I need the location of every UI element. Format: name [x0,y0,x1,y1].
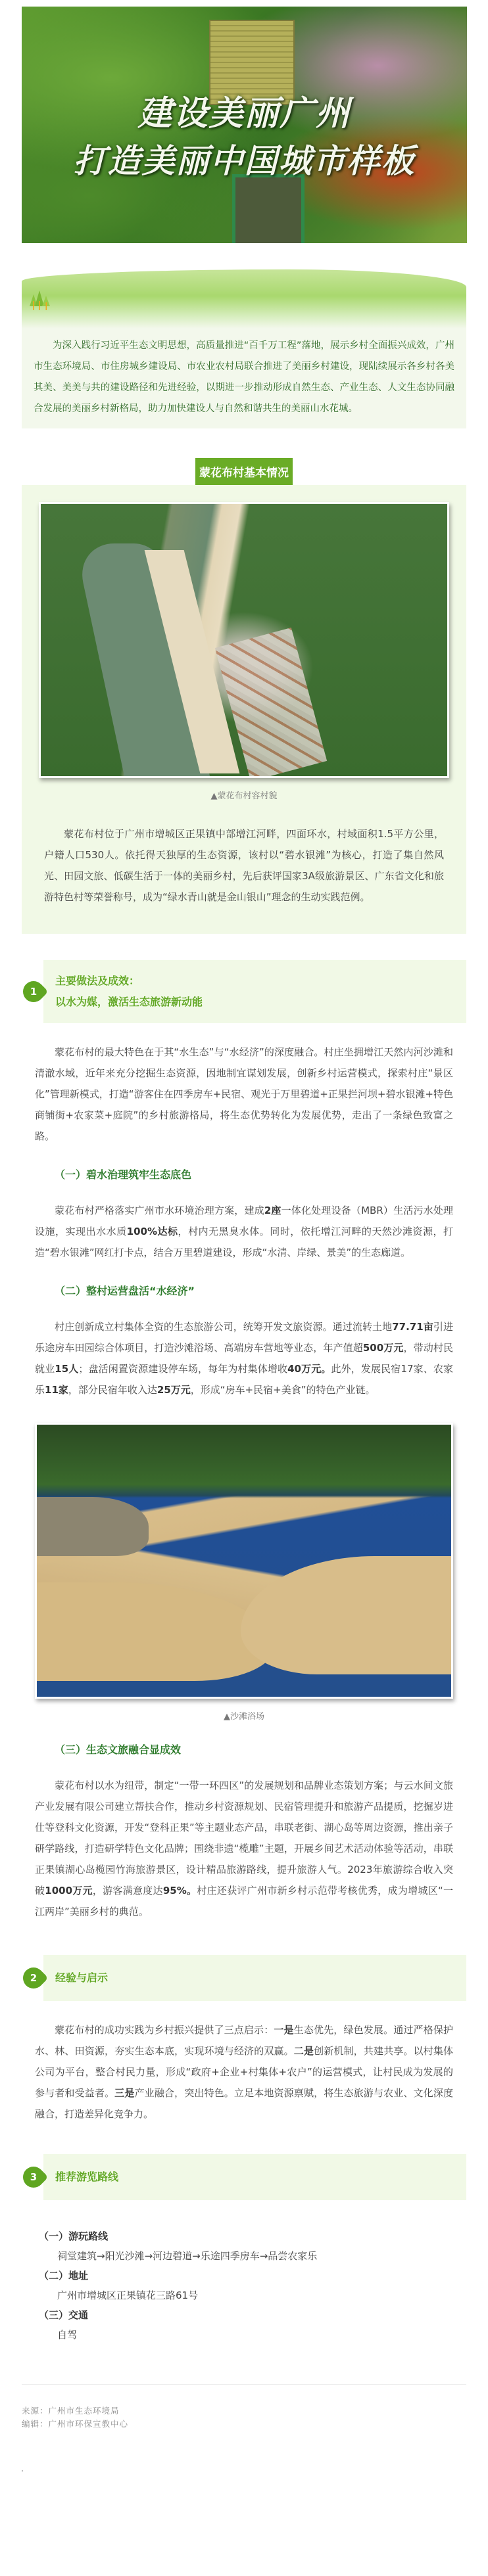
photo-sandbank-right [241,1556,451,1674]
subheading: （一）碧水治理筑牢生态底色 [55,1168,192,1181]
photo-sandbank-left [37,1582,274,1681]
beach-photo [37,1425,451,1697]
editor-line: 编辑：广州市环保宣教中心 [22,2419,129,2429]
route-info [22,2226,466,2345]
basic-banner-row [0,458,488,485]
transport-heading: （三）交通 [39,2309,89,2321]
section-header-1 [30,960,466,1023]
basic-section [22,485,466,934]
section-header-3 [30,2154,466,2200]
subheading: （二）整村运营盘活“水经济” [55,1285,195,1297]
transport-value: 自驾 [57,2329,78,2341]
intro-box [22,329,466,428]
hero-courtyard [232,174,305,243]
source-line: 来源：广州市生态环境局 [22,2406,120,2416]
paragraph: 蒙花布村严格落实广州市水环境治理方案，建成2座一体化处理设备（MBR）生活污水处理设施，实现出水水质100%达标，村内无黑臭水体。同时，依托增江河畔的天然沙滩资源，打造“碧水银滩”网红打卡点，结合万里碧道建设，形成“水清、岸绿、景美”的生态廊道。 [35,1205,453,1258]
subheading: （三）生态文旅融合显成效 [55,1743,182,1756]
number-badge-icon: 3 [18,2162,48,2192]
paragraph: 蒙花布村以水为纽带，制定“一带一环四区”的发展规划和品牌业态策划方案；与云水间文旅产业发展有限公司建立帮扶合作，推动乡村资源规划、民宿管理提升和旅游产品提质，挖掘岁进仕等登科文化资源，开发“登科正果”等主题业态产品，串联老街、湖心岛等周边资源，推出亲子研学路线，打造研学特色文化品牌；围绕非遗“榄雕”主题，开展乡间艺术活动体验等活动，串联正果镇湖心岛榄园竹海旅游景区，设计精品旅游路线，提升旅游人气。2023年旅游综合收入突破1000万元，游客满意度达95%。村庄还获评广州市新乡村示范带考核优秀，成为增城区“一江两岸”美丽乡村的典范。 [35,1780,453,1918]
intro-text: 为深入践行习近平生态文明思想，高质量推进“百千万工程”落地，展示乡村全面振兴成效，广州市生态环境局、市住房城乡建设局、市农业农村局联合推进了美丽乡村建设，现陆续展示各乡村各美其美、美美与共的建设路径和先进经验，以期进一步推动形成自然生态、产业生态、人文生态协同融合发展的美丽乡村新格局，助力加快建设人与自然和谐共生的美丽山水花城。 [34,340,454,414]
section2-body [22,2019,466,2125]
paragraph: 村庄创新成立村集体全资的生态旅游公司，统筹开发文旅资源。通过流转土地77.71亩引进乐途房车田园综合体项目，打造沙滩浴场、高端房车营地等业态，年产值超500万元，带动村民就业15人；盘活闲置资源建设停车场，每年为村集体增收40万元。此外，发展民宿17家、农家乐11家，部分民宿年收入达25万元，形成“房车+民宿+美食”的特色产业链。 [35,1321,453,1396]
section-title-line1: 主要做法及成效： [55,975,140,987]
article-page [0,7,488,2550]
beach-photo-frame [35,1423,453,1699]
photo-caption: ▲蒙花布村容村貌 [210,791,278,801]
hero-title-line1: 建设美丽广州 [137,93,351,133]
section-title-line2: 以水为媒，激活生态旅游新动能 [55,996,203,1008]
bottom-spacer [0,2472,488,2550]
address-value: 广州市增城区正果镇花三路61号 [57,2289,199,2301]
intro-section [22,269,466,428]
village-photo-frame [39,502,449,778]
number-badge-icon: 2 [18,1963,48,1992]
village-aerial-photo [41,504,447,776]
photo-caption: ▲沙滩浴场 [224,1712,264,1722]
trees-icon [28,289,51,312]
section1-body [22,1042,466,1922]
route-heading: （一）游玩路线 [39,2230,109,2242]
route-value: 祠堂建筑→阳光沙滩→河边碧道→乐途四季房车→品尝农家乐 [57,2250,318,2262]
section-header-2 [30,1955,466,2001]
photo-rocks [37,1497,149,1556]
section-title: 经验与启示 [55,1971,109,1984]
number-badge-icon: 1 [18,977,48,1006]
section-title: 推荐游览路线 [55,2171,119,2183]
footer-divider [22,2384,466,2385]
basic-text: 蒙花布村位于广州市增城区正果镇中部增江河畔，四面环水，村域面积1.5平方公里，户籍人口530人。依托得天独厚的生态资源，该村以“碧水银滩”为核心，打造了集自然风光、田园文旅、低碳生活于一体的美丽乡村，先后获评国家3A级旅游景区、广东省文化和旅游特色村等荣誉称号，成为“绿水青山就是金山银山”理念的生动实践范例。 [44,828,444,903]
section-banner-basic: 蒙花布村基本情况 [195,458,293,485]
hero-banner-image [22,7,467,243]
green-hill-decoration [22,269,466,329]
article-footer [22,2404,466,2431]
hero-title-line2: 打造美丽中国城市样板 [73,141,416,180]
section1-intro: 蒙花布村的最大特色在于其“水生态”与“水经济”的深度融合。村庄坐拥增江天然内河沙滩和清澈水域，近年来充分挖掘生态资源，因地制宜谋划发展，创新乡村运营模式，探索村庄“景区化”管理新模式，打造“游客住在四季房车+民宿、观光于万里碧道+正果拦河坝+碧水银滩+特色商铺街+农家菜+庭院”的乡村旅游格局，将生态优势转化为发展优势，走出了一条绿色致富之路。 [35,1046,453,1142]
address-heading: （二）地址 [39,2270,89,2282]
paragraph: 蒙花布村的成功实践为乡村振兴提供了三点启示：一是生态优先，绿色发展。通过严格保护水、林、田资源，夯实生态本底，实现环境与经济的双赢。二是创新机制，共建共享。以村集体公司为平台，整合村民力量，形成“政府+企业+村集体+农户”的运营模式，让村民成为发展的参与者和受益者。三是产业融合，突出特色。立足本地资源禀赋，将生态旅游与农业、文化深度融合，打造差异化竞争力。 [35,2024,453,2120]
